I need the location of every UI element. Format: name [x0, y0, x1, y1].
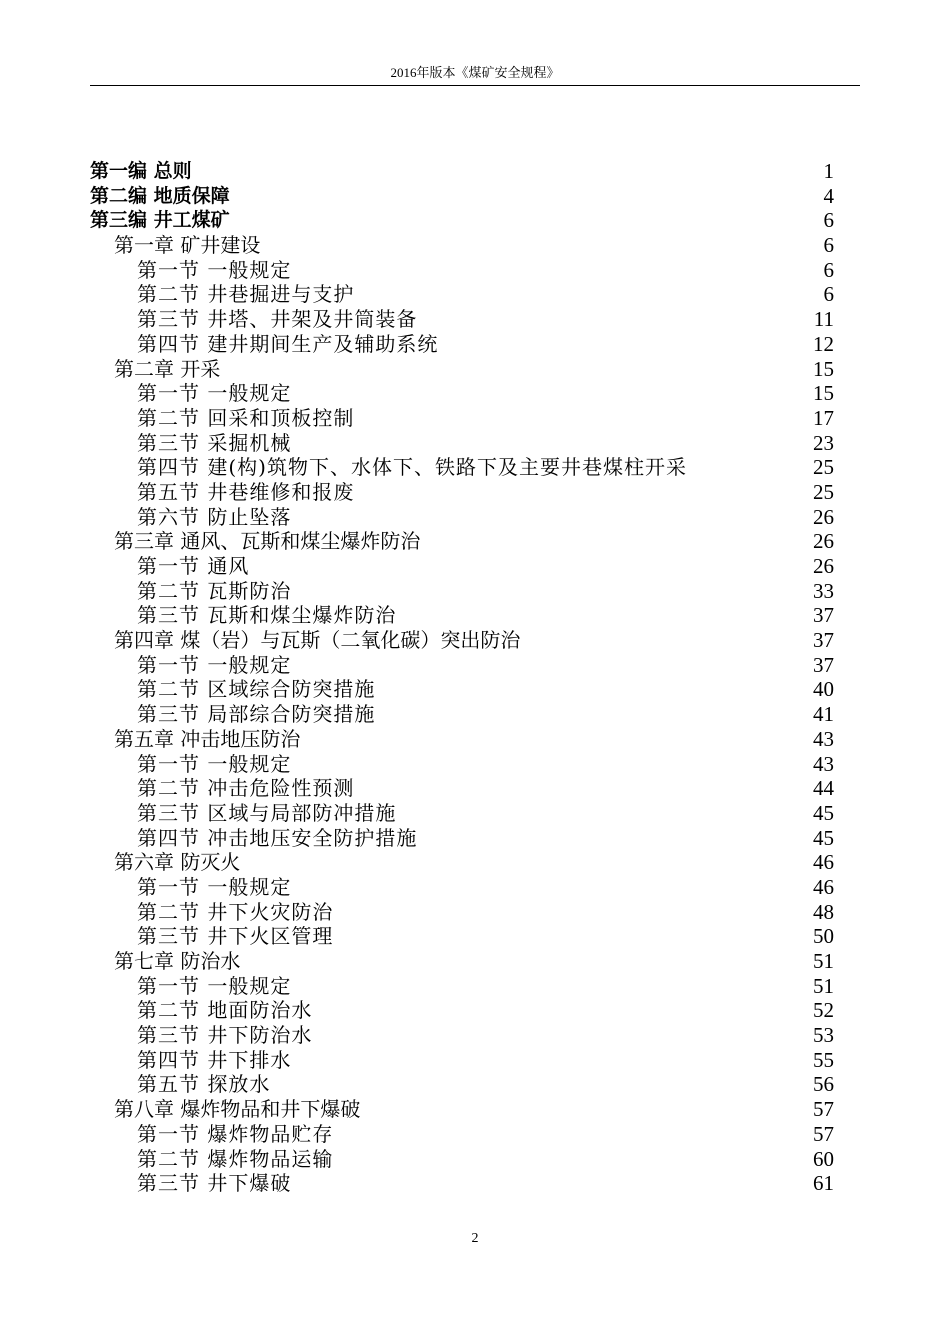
- toc-entry-label: 第三节 局部综合防突措施: [137, 702, 376, 727]
- running-header: 2016年版本《煤矿安全规程》: [390, 65, 560, 80]
- toc-entry-page: 50: [813, 924, 834, 949]
- toc-entry-label: 第三章 通风、瓦斯和煤尘爆炸防治: [114, 529, 421, 554]
- toc-entry-page: 37: [813, 603, 834, 628]
- toc-entry-page: 33: [813, 578, 834, 603]
- toc-entry-section[interactable]: [90, 332, 834, 357]
- toc-entry-section[interactable]: [90, 455, 834, 480]
- toc-entry-section[interactable]: [90, 677, 834, 702]
- toc-entry-section[interactable]: [90, 480, 834, 505]
- toc-entry-part[interactable]: [90, 208, 834, 233]
- toc-entry-page: 43: [813, 726, 834, 751]
- toc-entry-page: 6: [823, 233, 834, 258]
- toc-entry-page: 46: [813, 850, 834, 875]
- toc-entry-section[interactable]: [90, 653, 834, 678]
- toc-entry-label: 第一编 总则: [90, 160, 192, 182]
- toc-entry-page: 37: [813, 628, 834, 653]
- toc-entry-page: 25: [813, 455, 834, 480]
- page-number: 2: [471, 1231, 479, 1246]
- toc-entry-chapter[interactable]: [90, 949, 834, 974]
- toc-entry-label: 第一节 通风: [137, 554, 250, 578]
- toc-entry-page: 4: [823, 183, 834, 208]
- toc-entry-label: 第二编 地质保障: [90, 184, 230, 207]
- toc-entry-label: 第三节 区域与局部防冲措施: [137, 800, 397, 825]
- toc-entry-page: 15: [813, 381, 834, 406]
- toc-entry-section[interactable]: [90, 752, 834, 777]
- toc-entry-section[interactable]: [90, 381, 834, 406]
- toc-entry-page: 23: [813, 430, 834, 455]
- toc-entry-section[interactable]: [90, 900, 834, 925]
- toc-entry-section[interactable]: [90, 1147, 834, 1172]
- toc-entry-chapter[interactable]: [90, 1097, 834, 1122]
- toc-entry-label: 第一节 一般规定: [137, 973, 292, 998]
- toc-entry-label: 第四节 建井期间生产及辅助系统: [137, 331, 439, 356]
- toc-entry-part[interactable]: [90, 184, 834, 209]
- toc-entry-label: 第五节 井巷维修和报废: [137, 479, 355, 504]
- toc-entry-label: 第四章 煤（岩）与瓦斯（二氧化碳）突出防治: [114, 628, 521, 653]
- toc-entry-label: 第七章 防治水: [114, 949, 241, 973]
- toc-entry-page: 55: [813, 1047, 834, 1072]
- toc-entry-label: 第二节 地面防治水: [137, 998, 313, 1023]
- toc-entry-page: 52: [813, 998, 834, 1023]
- toc-entry-page: 51: [813, 973, 834, 998]
- toc-entry-page: 6: [823, 282, 834, 307]
- toc-entry-label: 第二节 瓦斯防治: [137, 578, 292, 603]
- toc-entry-label: 第二节 井巷掘进与支护: [137, 282, 355, 307]
- toc-entry-chapter[interactable]: [90, 727, 834, 752]
- toc-entry-page: 40: [813, 677, 834, 702]
- toc-entry-chapter[interactable]: [90, 850, 834, 875]
- toc-entry-page: 53: [813, 1023, 834, 1048]
- toc-entry-label: 第六节 防止坠落: [137, 504, 292, 529]
- toc-entry-section[interactable]: [90, 1023, 834, 1048]
- toc-entry-label: 第一节 一般规定: [137, 874, 292, 899]
- toc-entry-page: 6: [823, 208, 834, 233]
- toc-entry-label: 第五章 冲击地压防治: [114, 726, 301, 751]
- toc-entry-label: 第三编 井工煤矿: [90, 209, 230, 232]
- toc-entry-page: 48: [813, 899, 834, 924]
- toc-entry-page: 45: [813, 825, 834, 850]
- toc-entry-section[interactable]: [90, 702, 834, 727]
- toc-entry-chapter[interactable]: [90, 233, 834, 258]
- toc-entry-section[interactable]: [90, 875, 834, 900]
- toc-entry-label: 第一节 一般规定: [137, 751, 292, 776]
- toc-entry-page: 37: [813, 652, 834, 677]
- toc-entry-page: 56: [813, 1072, 834, 1097]
- toc-entry-label: 第三节 井塔、井架及井筒装备: [137, 307, 418, 332]
- toc-entry-section[interactable]: [90, 307, 834, 332]
- toc-entry-page: 60: [813, 1146, 834, 1171]
- toc-entry-label: 第八章 爆炸物品和井下爆破: [114, 1097, 361, 1122]
- toc-entry-section[interactable]: [90, 1072, 834, 1097]
- toc-entry-section[interactable]: [90, 1171, 834, 1196]
- toc-entry-section[interactable]: [90, 998, 834, 1023]
- toc-entry-chapter[interactable]: [90, 357, 834, 382]
- toc-entry-section[interactable]: [90, 1048, 834, 1073]
- toc-entry-section[interactable]: [90, 826, 834, 851]
- toc-entry-section[interactable]: [90, 406, 834, 431]
- toc-entry-page: 26: [813, 504, 834, 529]
- toc-entry-section[interactable]: [90, 431, 834, 456]
- toc-entry-label: 第一章 矿井建设: [114, 233, 261, 258]
- toc-entry-section[interactable]: [90, 924, 834, 949]
- toc-entry-section[interactable]: [90, 258, 834, 283]
- toc-entry-page: 57: [813, 1097, 834, 1122]
- toc-entry-label: 第一节 一般规定: [137, 257, 292, 282]
- toc-entry-label: 第三节 采掘机械: [137, 430, 292, 455]
- toc-entry-label: 第六章 防灭火: [114, 850, 241, 875]
- toc-entry-label: 第三节 瓦斯和煤尘爆炸防治: [137, 603, 397, 628]
- toc-entry-page: 41: [813, 702, 834, 727]
- toc-entry-part[interactable]: [90, 159, 834, 184]
- toc-entry-page: 17: [813, 405, 834, 430]
- table-of-contents: [90, 159, 834, 1196]
- toc-entry-page: 26: [813, 554, 834, 578]
- toc-entry-page: 11: [813, 307, 834, 332]
- header-rule: [90, 85, 860, 86]
- toc-entry-label: 第四节 井下排水: [137, 1047, 292, 1072]
- toc-entry-label: 第二节 爆炸物品运输: [137, 1146, 334, 1171]
- toc-entry-page: 25: [813, 479, 834, 504]
- toc-entry-page: 51: [813, 949, 834, 973]
- toc-entry-page: 45: [813, 800, 834, 825]
- toc-entry-label: 第五节 探放水: [137, 1072, 271, 1097]
- toc-entry-section[interactable]: [90, 603, 834, 628]
- toc-entry-page: 1: [823, 159, 834, 183]
- toc-entry-label: 第三节 井下防治水: [137, 1023, 313, 1048]
- toc-entry-chapter[interactable]: [90, 628, 834, 653]
- toc-entry-label: 第四节 冲击地压安全防护措施: [137, 825, 418, 850]
- toc-entry-page: 15: [813, 356, 834, 381]
- toc-entry-label: 第二节 冲击危险性预测: [137, 776, 355, 801]
- toc-entry-section[interactable]: [90, 554, 834, 579]
- toc-entry-label: 第四节 建(构)筑物下、水体下、铁路下及主要井巷煤柱开采: [137, 455, 687, 480]
- toc-entry-label: 第三节 井下火区管理: [137, 924, 334, 949]
- toc-entry-label: 第二节 井下火灾防治: [137, 899, 334, 924]
- toc-entry-label: 第三节 井下爆破: [137, 1171, 292, 1196]
- toc-entry-label: 第一节 一般规定: [137, 652, 292, 677]
- toc-entry-label: 第一节 一般规定: [137, 381, 292, 406]
- toc-entry-page: 46: [813, 874, 834, 899]
- toc-entry-section[interactable]: [90, 974, 834, 999]
- toc-entry-chapter[interactable]: [90, 529, 834, 554]
- toc-entry-page: 26: [813, 529, 834, 554]
- toc-entry-section[interactable]: [90, 1122, 834, 1147]
- toc-entry-section[interactable]: [90, 776, 834, 801]
- toc-entry-section[interactable]: [90, 505, 834, 530]
- toc-entry-section[interactable]: [90, 801, 834, 826]
- toc-entry-page: 57: [813, 1121, 834, 1146]
- toc-entry-section[interactable]: [90, 579, 834, 604]
- toc-entry-page: 61: [813, 1171, 834, 1196]
- toc-entry-page: 6: [823, 257, 834, 282]
- toc-entry-label: 第二章 开采: [114, 356, 221, 381]
- toc-entry-label: 第二节 区域综合防突措施: [137, 677, 376, 702]
- toc-entry-section[interactable]: [90, 282, 834, 307]
- toc-entry-page: 44: [813, 776, 834, 801]
- toc-entry-label: 第一节 爆炸物品贮存: [137, 1121, 334, 1146]
- toc-entry-label: 第二节 回采和顶板控制: [137, 405, 355, 430]
- toc-entry-page: 12: [813, 331, 834, 356]
- toc-entry-page: 43: [813, 751, 834, 776]
